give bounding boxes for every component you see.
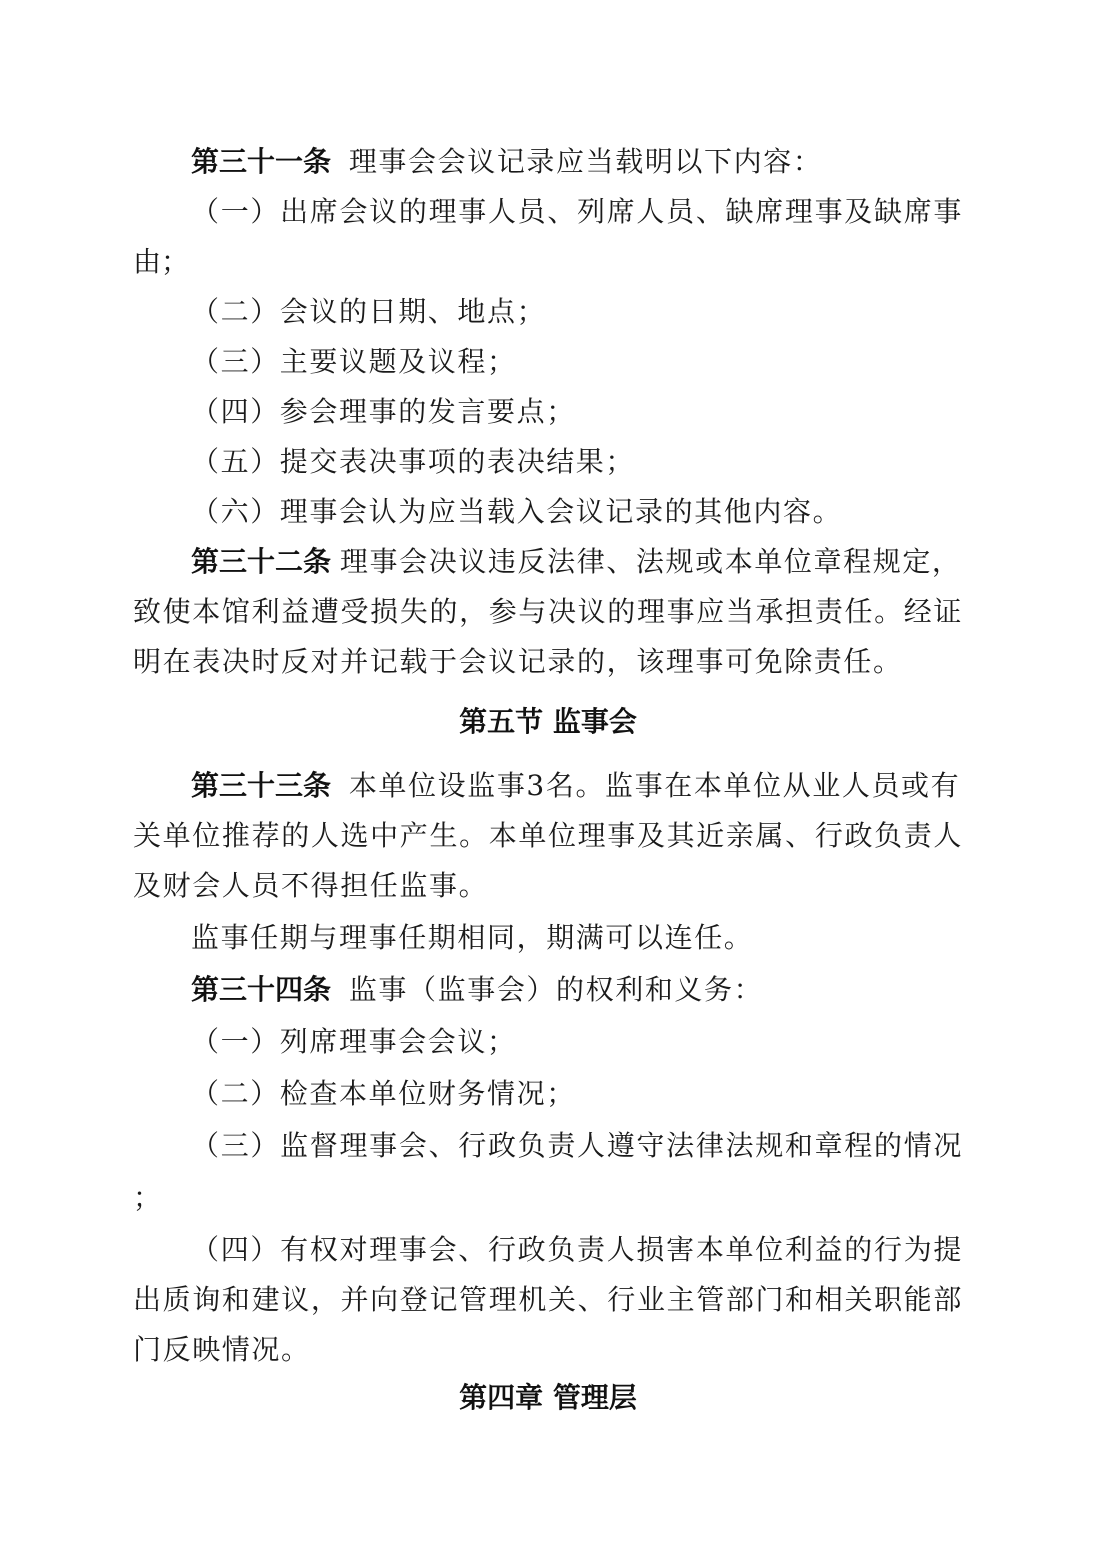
article-32-label: 第三十二条 (191, 545, 332, 578)
article-33-line-1 (191, 766, 961, 806)
article-34-item-3-cont: ； (133, 1181, 162, 1214)
article-32-line-3: 明在表决时反对并记载于会议记录的，该理事可免除责任。 (133, 645, 903, 678)
article-31-intro: 理事会会议记录应当载明以下内容： (348, 145, 823, 178)
article-34-intro: 监事（监事会）的权利和义务： (348, 973, 764, 1006)
article-31-item-5: （五）提交表决事项的表决结果； (191, 445, 636, 478)
article-31-item-3: （三）主要议题及议程； (191, 345, 517, 378)
article-31-item-4: （四）参会理事的发言要点； (191, 395, 576, 428)
article-34-item-1: （一）列席理事会会议； (191, 1025, 517, 1058)
article-34-item-2: （二）检查本单位财务情况； (191, 1077, 576, 1110)
article-31-label: 第三十一条 (191, 145, 332, 178)
article-33-label: 第三十三条 (191, 769, 332, 802)
article-33-text-1: 本单位设监事3名。监事在本单位从业人员或有 (348, 769, 961, 802)
article-34-item-3: （三）监督理事会、行政负责人遵守法律法规和章程的情况 (191, 1129, 963, 1162)
article-33-line-3: 及财会人员不得担任监事。 (133, 869, 489, 902)
article-33-line-2: 关单位推荐的人选中产生。本单位理事及其近亲属、行政负责人 (133, 819, 963, 852)
article-31-item-1-cont: 由； (133, 245, 190, 278)
article-33-paragraph-2: 监事任期与理事任期相同，期满可以连任。 (191, 921, 754, 954)
section-5-heading: 第五节 监事会 (459, 705, 637, 738)
article-34-label: 第三十四条 (191, 973, 332, 1006)
article-34-heading-line (191, 970, 763, 1010)
article-34-item-4-cont-1: 出质询和建议，并向登记管理机关、行业主管部门和相关职能部 (133, 1283, 963, 1316)
chapter-4-heading: 第四章 管理层 (459, 1381, 637, 1414)
article-32-line-1 (191, 542, 962, 582)
article-32-line-2: 致使本馆利益遭受损失的，参与决议的理事应当承担责任。经证 (133, 595, 963, 628)
article-34-item-4-cont-2: 门反映情况。 (133, 1333, 311, 1366)
article-32-text-1: 理事会决议违反法律、法规或本单位章程规定， (339, 545, 962, 578)
article-31-item-1: （一）出席会议的理事人员、列席人员、缺席理事及缺席事 (191, 195, 963, 228)
article-34-item-4: （四）有权对理事会、行政负责人损害本单位利益的行为提 (191, 1233, 963, 1266)
article-31-item-6: （六）理事会认为应当载入会议记录的其他内容。 (191, 495, 843, 528)
article-31-item-2: （二）会议的日期、地点； (191, 295, 547, 328)
article-31-heading-line (191, 142, 822, 182)
